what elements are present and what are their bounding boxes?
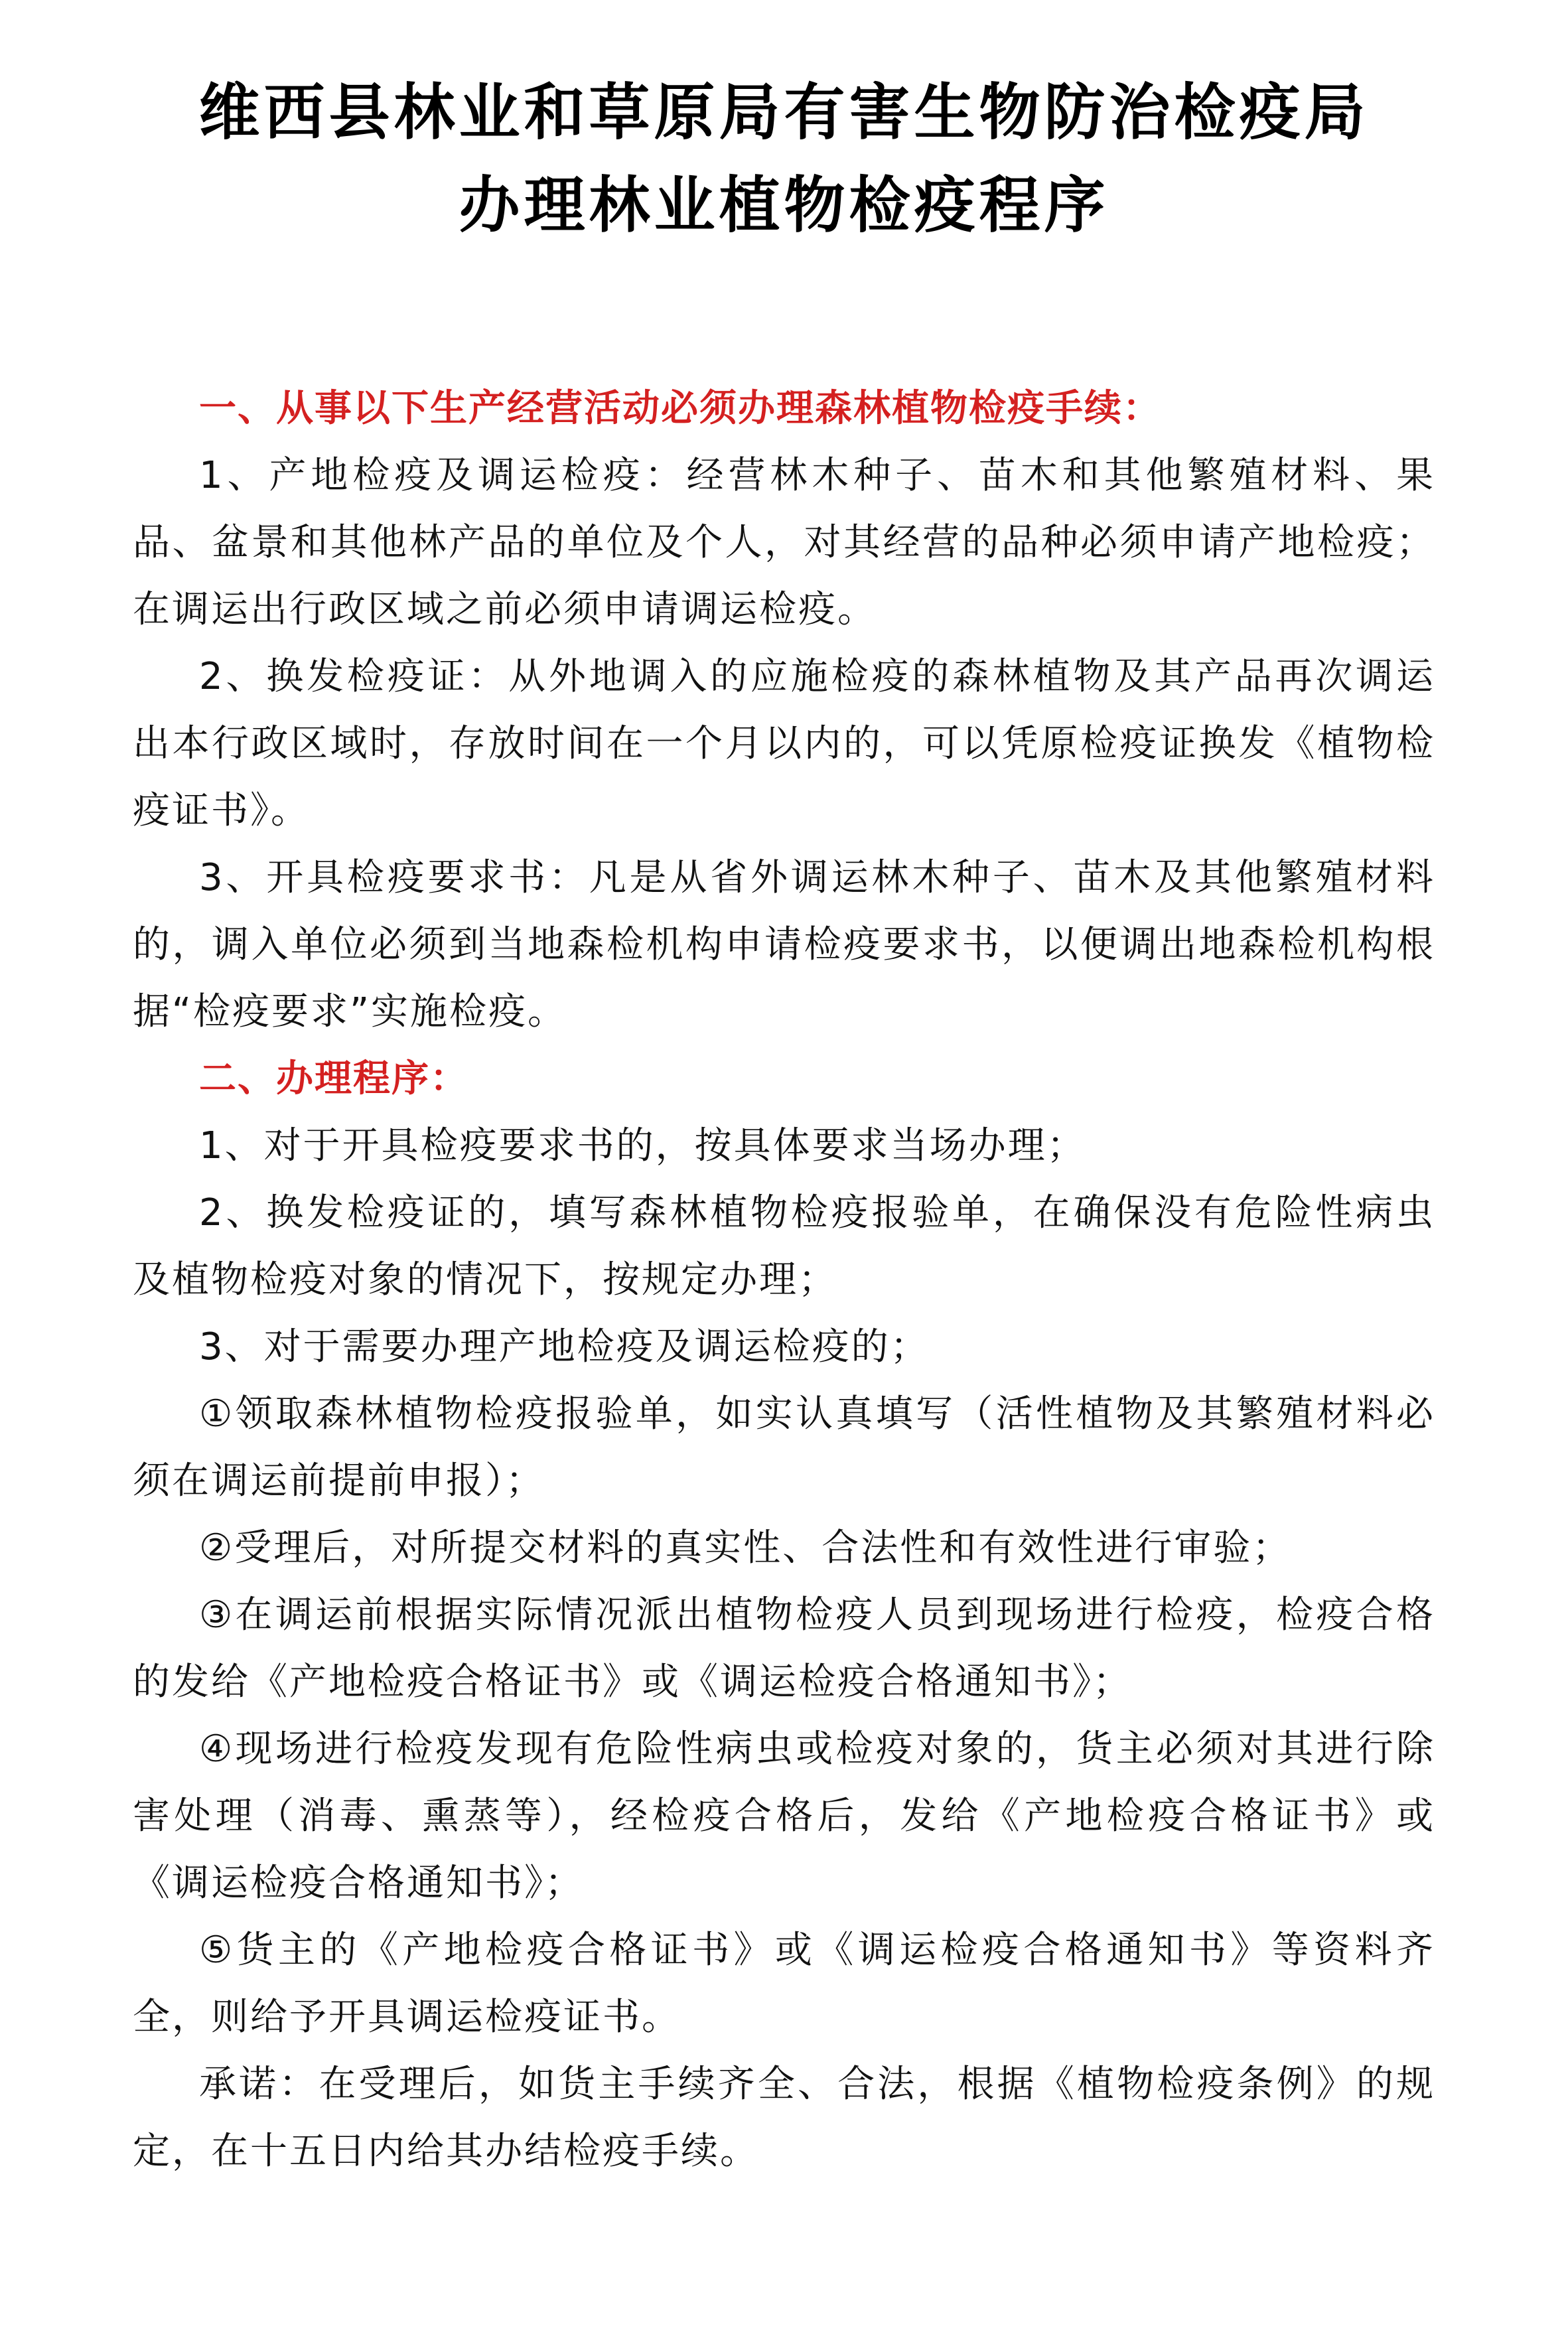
section-2-item-1: 1、对于开具检疫要求书的，按具体要求当场办理； (199, 1124, 1086, 1167)
section-2-item-2: 2、换发检疫证的，填写森林植物检疫报验单，在确保没有危险性病虫及植物检疫对象的情况下，按规定办理； (133, 1191, 1435, 1301)
section-2-step-1: ①领取森林植物检疫报验单，如实认真填写（活性植物及其繁殖材料必须在调运前提前申报）； (133, 1392, 1435, 1503)
section-1-item-2: 2、换发检疫证：从外地调入的应施检疫的森林植物及其产品再次调运出本行政区域时，存放时间在一个月以内的，可以凭原检疫证换发《植物检疫证书》。 (133, 655, 1435, 832)
title-line-1: 维西县林业和草原局有害生物防治检疫局 (198, 77, 1370, 148)
section-2-step-2: ②受理后，对所提交材料的真实性、合法性和有效性进行审验； (199, 1526, 1292, 1570)
commitment-paragraph: 承诺：在受理后，如货主手续齐全、合法，根据《植物检疫条例》的规定，在十五日内给其办结检疫手续。 (133, 2063, 1435, 2173)
section-2-step-3: ③在调运前根据实际情况派出植物检疫人员到现场进行检疫，检疫合格的发给《产地检疫合格证书》或《调运检疫合格通知书》； (133, 1593, 1435, 1704)
title-line-2: 办理林业植物检疫程序 (459, 170, 1109, 241)
section-2-heading: 二、办理程序： (199, 1057, 468, 1100)
poster-title (133, 66, 1435, 252)
section-1-item-3: 3、开具检疫要求书：凡是从省外调运林木种子、苗木及其他繁殖材料的，调入单位必须到当地森检机构申请检疫要求书，以便调出地森检机构根据“检疫要求”实施检疫。 (133, 856, 1435, 1033)
section-1-item-1: 1、产地检疫及调运检疫：经营林木种子、苗木和其他繁殖材料、果品、盆景和其他林产品的单位及个人，对其经营的品种必须申请产地检疫；在调运出行政区域之前必须申请调运检疫。 (133, 454, 1435, 631)
section-2-item-3: 3、对于需要办理产地检疫及调运检疫的； (199, 1325, 930, 1368)
section-2-step-4: ④现场进行检疫发现有危险性病虫或检疫对象的，货主必须对其进行除害处理（消毒、熏蒸等），经检疫合格后，发给《产地检疫合格证书》或《调运检疫合格通知书》； (133, 1727, 1435, 1905)
poster-body (133, 375, 1435, 2185)
section-1-heading: 一、从事以下生产经营活动必须办理森林植物检疫手续： (199, 387, 1161, 430)
section-2-step-5: ⑤货主的《产地检疫合格证书》或《调运检疫合格通知书》等资料齐全，则给予开具调运检疫证书。 (133, 1929, 1435, 2039)
